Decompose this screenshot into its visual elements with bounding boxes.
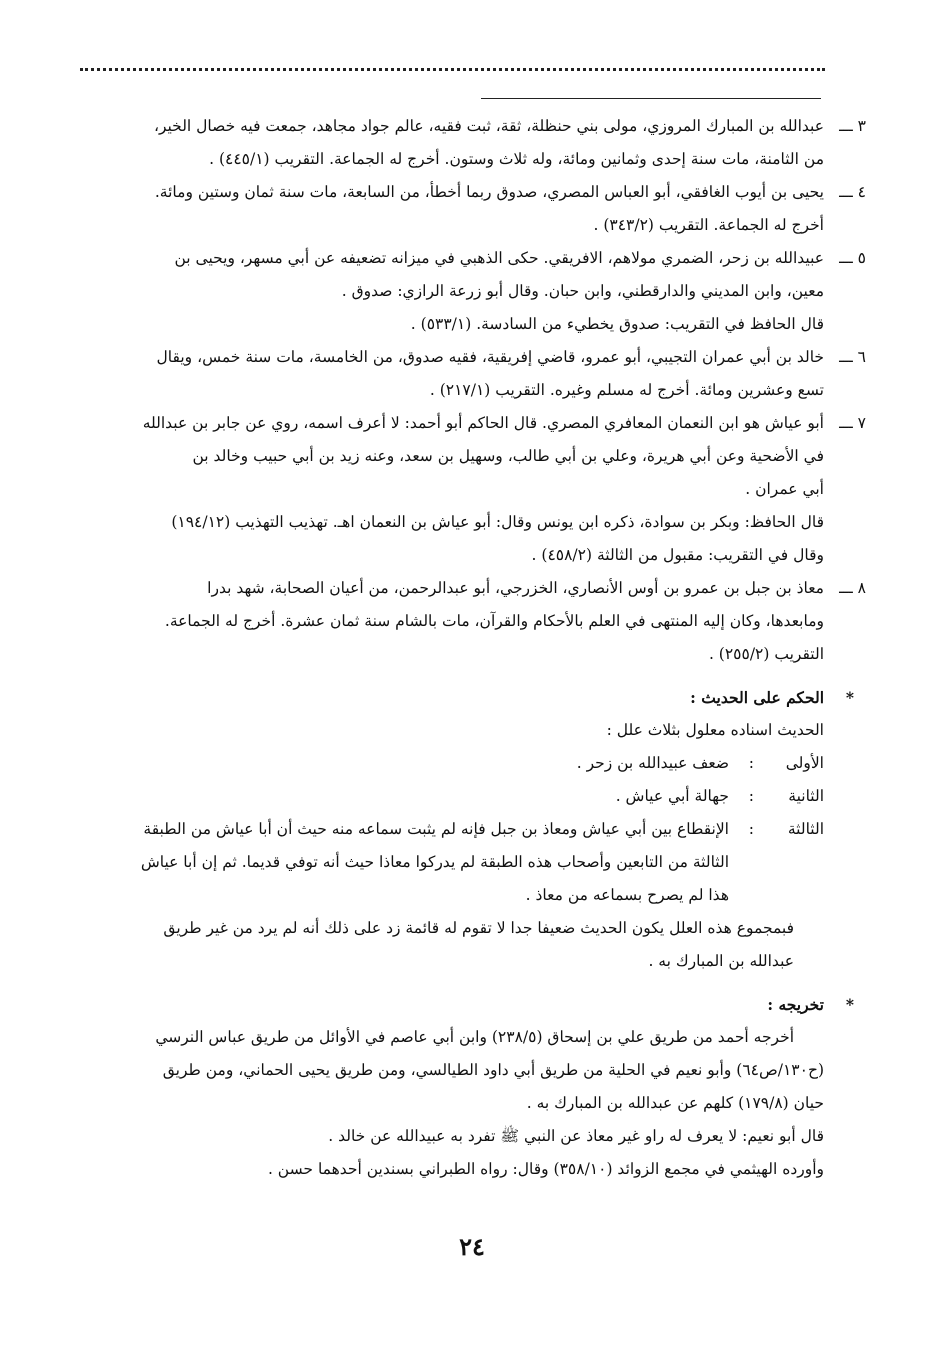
illa-colon: : [748,754,754,772]
text-line: في الأضحية وعن أبي هريرة، وعلي بن أبي طالب، وسهيل بن سعد، وعنه زيد بن أبي حبيب وخالد بن [192,447,824,465]
footnote-number: ٥ ـــ [839,249,866,267]
text-line: من الثامنة، مات سنة إحدى وثمانين ومائة، وله ثلاث وستون. أخرج له الجماعة. التقريب (٤٤٥/١) . [209,150,824,168]
footnotes [84,110,866,671]
text-line: قال الحافظ: وبكر بن سوادة، ذكره ابن يونس وقال: أبو عياش بن النعمان اهـ. تهذيب التهذيب (١٩٤/١٢) [171,513,824,531]
ruling-heading: الحكم على الحديث : [690,688,824,707]
footnote-number: ٨ ـــ [839,579,866,597]
illa-text-line: الثالثة من التابعين وأصحاب هذه الطبقة لم يدركوا معاذا حيث أنه توفي قديما. ثم إن أبا عياش [140,853,729,871]
takhrij-line: حيان (١٧٩/٨) كلهم عن عبدالله بن المبارك به . [526,1094,824,1112]
ruling-intro: الحديث اسناده معلول بثلاث علل : [606,721,824,739]
text-line: قال الحافظ في التقريب: صدوق يخطيء من السادسة. (٥٣٣/١) . [410,315,824,333]
takhrij-line: قال أبو نعيم: لا يعرف له راو غير معاذ عن النبي ﷺ تفرد به عبيدالله عن خالد . [328,1127,824,1145]
illa-label: الثانية [788,787,824,805]
text-line: أبي عمران . [745,480,824,498]
footnote-number: ٣ ـــ [839,117,866,135]
illa-item [84,813,824,912]
illa-colon: : [748,820,754,838]
illa-label: الأولى [785,754,824,772]
top-dotted-rule [80,68,825,71]
page-number: ٢٤ [459,1232,485,1261]
text-line: أبو عياش هو ابن النعمان المعافري المصري. قال الحاكم أبو أحمد: لا أعرف اسمه، روي عن جابر بن عبدالله [142,414,824,432]
illa-item [84,747,824,780]
ruling-conclusion-line: فبمجموع هذه العلل يكون الحديث ضعيفا جدا لا تقوم له قائمة زد على ذلك أنه لم يرد من غير طريق [163,919,794,937]
illa-text: ضعف عبيدالله بن زحر . [576,754,729,772]
takhrij-line: أخرجه أحمد من طريق علي بن إسحاق (٢٣٨/٥) وابن أبي عاصم في الأوائل من طريق عباس النرسي [155,1028,794,1046]
section-star: * [845,688,854,707]
section-star: * [845,995,854,1014]
footnote [84,110,866,176]
takhrij-line: (ح١٣٠/ص٦٤) وأبو نعيم في الحلية من طريق أبي داود الطيالسي، ومن طريق يحيى الحماني، ومن طريق [162,1061,824,1079]
text-line: معاذ بن جبل بن عمرو بن أوس الأنصاري، الخزرجي، أبو عبدالرحمن، من أعيان الصحابة، شهد بدرا [207,579,824,597]
text-line: خالد بن أبي عمران التجيبي، أبو عمرو، قاضي إفريقية، فقيه صدوق، من الخامسة، مات سنة خمس، ويقال [156,348,824,366]
illa-item [84,780,824,813]
footnote-separator-rule [481,98,821,99]
ruling-conclusion-line: عبدالله بن المبارك به . [648,952,794,970]
footnote-number: ٧ ـــ [839,414,866,432]
text-line: وقال في التقريب: مقبول من الثالثة (٤٥٨/٢) . [531,546,824,564]
text-line: يحيى بن أيوب الغافقي، أبو العباس المصري، صدوق ربما أخطأ، من السابعة، مات سنة ثمان وستين ومائة. [154,183,824,201]
illa-colon: : [748,787,754,805]
illa-text-line: هذا لم يصرح بسماعه من معاذ . [525,886,729,904]
footnote [84,242,866,341]
text-line: معين، وابن المديني والدارقطني، وابن حبان. وقال أبو زرعة الرازي: صدوق . [341,282,824,300]
illa-label: الثالثة [787,820,824,838]
ruling-section [84,681,854,978]
illa-text-line: الإنقطاع بين أبي عياش ومعاذ بن جبل فإنه لم يثبت سماعه منه حيث أن أبا عياش من الطبقة [143,820,729,838]
text-line: التقريب (٢٥٥/٢) . [708,645,824,663]
takhrij-line: وأورده الهيثمي في مجمع الزوائد (٣٥٨/١٠) وقال: رواه الطبراني بسندين أحدهما حسن . [267,1160,824,1178]
footnote [84,572,866,671]
text-line: ومابعدها، وكان إليه المنتهى في العلم بالأحكام والقرآن، مات بالشام سنة ثمان عشرة. أخرج له الجماعة. [164,612,824,630]
footnote [84,341,866,407]
footnote-number: ٦ ـــ [839,348,866,366]
takhrij-section [84,988,854,1186]
page-content [84,110,866,1186]
takhrij-heading: تخريجه : [767,995,824,1014]
footnote [84,407,866,572]
text-line: عبدالله بن المبارك المروزي، مولى بني حنظلة، ثقة، ثبت فقيه، عالم جواد مجاهد، جمعت فيه خصال الخير، [153,117,824,135]
footnote-number: ٤ ـــ [839,183,866,201]
text-line: تسع وعشرين ومائة. أخرج له مسلم وغيره. التقريب (٢١٧/١) . [429,381,824,399]
illa-text: جهالة أبي عياش . [615,787,729,805]
footnote [84,176,866,242]
text-line: أخرج له الجماعة. التقريب (٣٤٣/٢) . [593,216,824,234]
text-line: عبيدالله بن زحر، الضمري مولاهم، الافريقي. حكى الذهبي في ميزانه تضعيفه عن أبي مسهر، ويحيى بن [174,249,824,267]
